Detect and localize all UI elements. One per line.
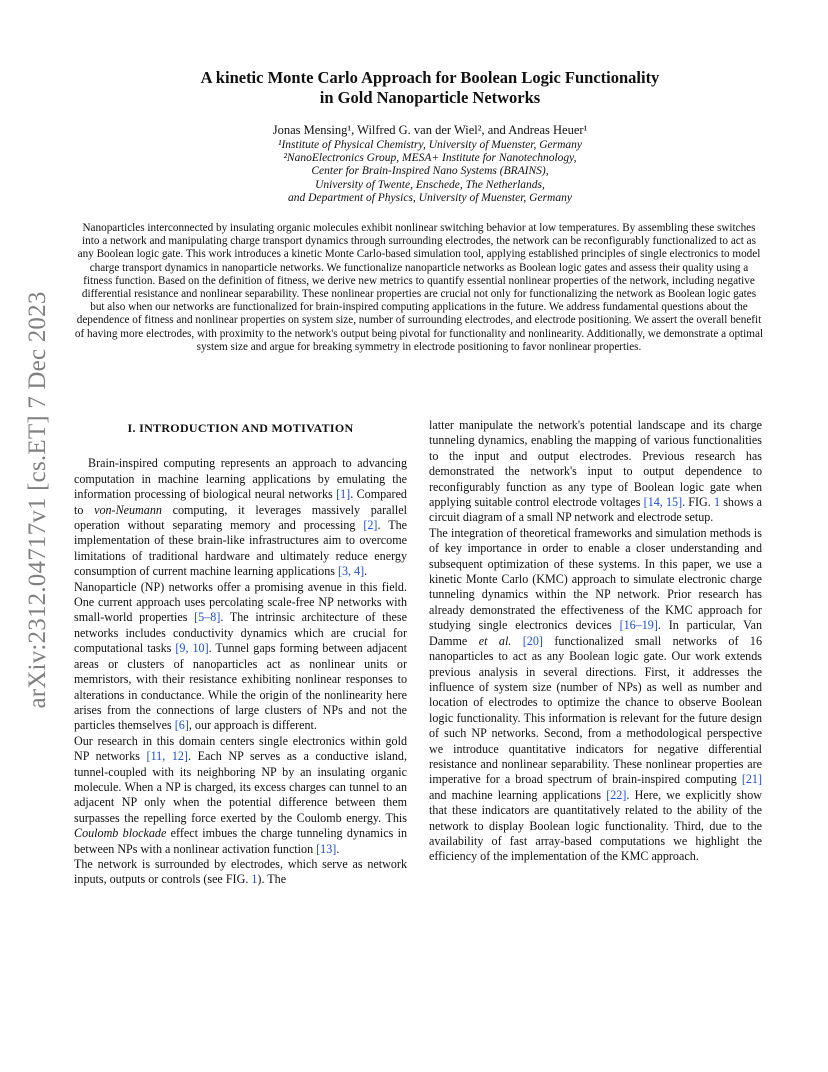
left-column	[74, 420, 407, 888]
emphasis-text: et al.	[478, 633, 512, 648]
right-column	[429, 418, 762, 865]
abstract: Nanoparticles interconnected by insulating organic molecules exhibit nonlinear switching behavior at low temperatures. By assembling these switches into a network and manipulating charge transport dynamics through surrounding electrodes, the network can be reconfigurably functionalized to act as any Boolean logic gate. This work introduces a kinetic Monte Carlo-based simulation tool, applying established principles of single electronics to model charge transport dynamics in nanoparticle networks. We functionalize nanoparticle networks as Boolean logic gates and assess their quality using a fitness function. Based on the definition of fitness, we derive new metrics to quantify essential nonlinear properties of the network, including negative differential resistance and nonlinear separability. These nonlinear properties are crucial not only for functionalizing the network as Boolean logic gates but also when our networks are functionalized for brain-inspired computing applications in the future. We address fundamental questions about the dependence of fitness and nonlinear properties on system size, number of surrounding electrodes, and electrode positioning. We assert the overall benefit of having more electrodes, with proximity to the network's output being pivotal for functionality and nonlinearity. Additionally, we demonstrate a optimal system size and argue for breaking symmetry in electrode positioning to favor nonlinear properties.	[74, 222, 764, 353]
affiliation-line: and Department of Physics, University of Muenster, Germany	[288, 191, 572, 204]
citation-link[interactable]: [20]	[522, 633, 543, 648]
citation-link[interactable]: [13]	[316, 841, 337, 856]
affiliation-line: Center for Brain-Inspired Nano Systems (BRAINS),	[311, 165, 549, 178]
paper-title	[120, 68, 740, 108]
emphasis-text: von-Neumann	[94, 502, 162, 517]
paragraph: The network is surrounded by electrodes, which serve as network inputs, outputs or controls (see FIG. 1). The	[74, 856, 407, 887]
arxiv-sidebar-stamp	[18, 291, 58, 709]
affiliation-line: ¹Institute of Physical Chemistry, University of Muenster, Germany	[278, 139, 582, 151]
emphasis-text: Coulomb blockade	[74, 826, 167, 841]
paragraph: latter manipulate the network's potential landscape and its charge tunneling dynamics, enabling the mapping of various functionalities to the input and output electrodes. Previous research has demonstrated the network's input to output dependence to reconfigurably function as any type of Boolean logic gate when applying suitable control electrode voltages [14, 15]. FIG. 1 shows a circuit diagram of a small NP network and electrode setup.	[429, 418, 762, 525]
citation-link[interactable]: [21]	[741, 772, 762, 787]
paragraph: Brain-inspired computing represents an approach to advancing computation in machine learning applications by emulating the information processing of biological neural networks [1]. Compared to von-Neumann computing, it leverages massively parallel operation without separating memory and processing [2]. The implementation of these brain-like infrastructures aim to overcome limitations of traditional hardware and ultimately reduce energy consumption of current machine learning applications [3, 4].	[74, 456, 407, 579]
citation-link[interactable]: 1	[251, 872, 258, 887]
arxiv-identifier: arXiv:2312.04717v1 [cs.ET] 7 Dec 2023	[24, 291, 51, 709]
citation-link[interactable]: [9, 10]	[175, 641, 209, 656]
section-heading: I. INTRODUCTION AND MOTIVATION	[127, 421, 354, 435]
citation-link[interactable]: [14, 15]	[643, 495, 683, 510]
citation-link[interactable]: [11, 12]	[146, 749, 188, 764]
citation-link[interactable]: [5–8]	[194, 610, 221, 625]
paragraph: Nanoparticle (NP) networks offer a promising avenue in this field. One current approach uses percolating scale-free NP networks with small-world properties [5–8]. The intrinsic architecture of these networks includes conductivity dynamics which are crucial for computational tasks [9, 10]. Tunnel gaps forming between adjacent areas or clusters of nanoparticles act as nonlinear units or memristors, with their resistance exhibiting nonlinear responses to alterations in conductance. While the origin of the nonlinearity here arises from the connections of large clusters of NPs and not the particles themselves [6], our approach is different.	[74, 579, 407, 733]
citation-link[interactable]: [2]	[363, 518, 378, 533]
paragraph: The integration of theoretical frameworks and simulation methods is of key importance in order to enable a closer understanding and subsequent optimization of these systems. In this paper, we use a kinetic Monte Carlo (KMC) approach to simulate electronic charge tunneling dynamics within the NP network. Prior research has already demonstrated the effectiveness of the KMC approach for studying single electronics devices [16–19]. In particular, Van Damme et al. [20] functionalized small networks of 16 nanoparticles to act as any Boolean logic gate. Our work extends previous analysis in several directions. First, it addresses the influence of system size (number of NPs) as well as number and location of electrodes to optimize the chance to observe Boolean logic functionality. This information is relevant for the future design of such NP networks. Second, from a methodological perspective we introduce quantitative indicators for negative differential resistance and nonlinear separability. These nonlinear properties are imperative for a broad spectrum of brain-inspired computing [21] and machine learning applications [22]. Here, we explicitly show that these indicators are quantitatively related to the ability of the network to display Boolean logic functionality. Third, due to the availability of fast array-based computations we highlight the efficiency of the implementation of the KMC approach.	[429, 525, 763, 864]
citation-link[interactable]: [16–19]	[619, 618, 658, 633]
citation-link[interactable]: [1]	[336, 487, 351, 502]
title-line-1: A kinetic Monte Carlo Approach for Boolean Logic Functionality	[200, 68, 660, 87]
affiliations	[120, 139, 740, 205]
affiliation-line: ²NanoElectronics Group, MESA+ Institute for Nanotechnology,	[283, 152, 577, 165]
citation-link[interactable]: [22]	[606, 787, 627, 802]
affiliation-line: University of Twente, Enschede, The Netherlands,	[315, 178, 545, 191]
title-line-2: in Gold Nanoparticle Networks	[319, 88, 541, 107]
citation-link[interactable]: [3, 4]	[337, 564, 365, 579]
author-list: Jonas Mensing¹, Wilfred G. van der Wiel², and Andreas Heuer¹	[272, 123, 588, 137]
citation-link[interactable]: 1	[713, 495, 721, 510]
citation-link[interactable]: [6]	[174, 718, 189, 733]
paragraph: Our research in this domain centers single electronics within gold NP networks [11, 12]. Each NP serves as a conductive island, tunnel-coupled with its neighboring NP by an insulating organic molecule. When a NP is charged, its excess charges can tunnel to an adjacent NP only when the potential difference between them surpasses the repelling force exerted by the Coulomb energy. This Coulomb blockade effect imbues the charge tunneling dynamics in between NPs with a nonlinear activation function [13].	[74, 733, 407, 856]
